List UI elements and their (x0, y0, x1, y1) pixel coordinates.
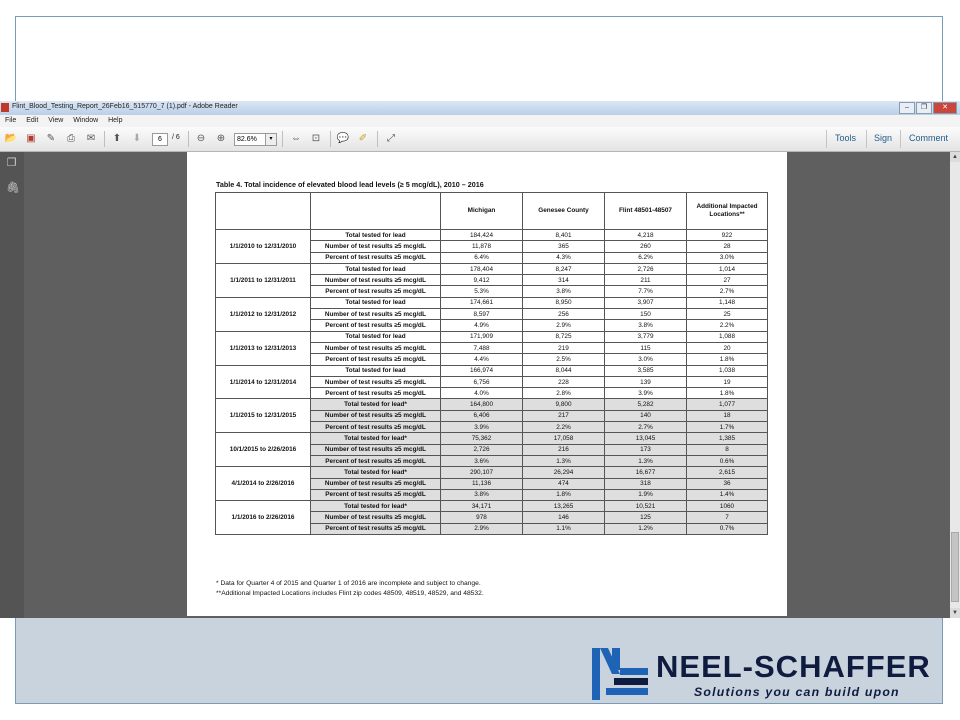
value-cell: 140 (605, 410, 687, 421)
value-cell: 4.9% (441, 320, 523, 331)
value-cell: 1.8% (687, 354, 768, 365)
next-page-icon[interactable]: ⬇ (132, 133, 142, 144)
column-header (311, 193, 441, 230)
value-cell: 3.0% (687, 252, 768, 263)
scroll-up-icon[interactable]: ▲ (950, 152, 960, 162)
value-cell: 25 (687, 309, 768, 320)
value-cell: 4,218 (605, 230, 687, 241)
value-cell: 1,088 (687, 331, 768, 342)
value-cell: 260 (605, 241, 687, 252)
fit-page-icon[interactable]: ⊡ (311, 133, 321, 144)
table-row (216, 501, 768, 512)
value-cell: 6,406 (441, 410, 523, 421)
value-cell: 166,974 (441, 365, 523, 376)
metric-cell: Total tested for lead* (311, 399, 441, 410)
table-row (216, 365, 768, 376)
value-cell: 228 (523, 376, 605, 387)
value-cell: 8,044 (523, 365, 605, 376)
period-cell: 1/1/2011 to 12/31/2011 (216, 263, 311, 297)
metric-cell: Percent of test results ≥5 mcg/dL (311, 523, 441, 534)
value-cell: 115 (605, 342, 687, 353)
value-cell: 365 (523, 241, 605, 252)
window-controls (899, 102, 957, 114)
value-cell: 474 (523, 478, 605, 489)
value-cell: 36 (687, 478, 768, 489)
comment-button[interactable]: Comment (909, 133, 949, 143)
menu-help[interactable]: Help (108, 117, 123, 124)
menu-file[interactable]: File (5, 117, 17, 124)
value-cell: 211 (605, 275, 687, 286)
metric-cell: Percent of test results ≥5 mcg/dL (311, 354, 441, 365)
metric-cell: Number of test results ≥5 mcg/dL (311, 512, 441, 523)
value-cell: 217 (523, 410, 605, 421)
column-header-flint: Flint 48501-48507 (605, 193, 687, 230)
value-cell: 2,726 (441, 444, 523, 455)
value-cell: 8,401 (523, 230, 605, 241)
navigation-panel (0, 152, 24, 618)
metric-cell: Total tested for lead* (311, 501, 441, 512)
title-bar (0, 101, 960, 115)
value-cell: 1.9% (605, 489, 687, 500)
value-cell: 1,077 (687, 399, 768, 410)
metric-cell: Percent of test results ≥5 mcg/dL (311, 422, 441, 433)
value-cell: 6.2% (605, 252, 687, 263)
logo-tagline: Solutions you can build upon (694, 685, 900, 699)
value-cell: 3,907 (605, 297, 687, 308)
period-cell: 4/1/2014 to 2/26/2016 (216, 467, 311, 501)
close-icon[interactable]: ✕ (933, 102, 957, 114)
value-cell: 9,800 (523, 399, 605, 410)
menu-edit[interactable]: Edit (26, 117, 39, 124)
value-cell: 3.0% (605, 354, 687, 365)
create-pdf-icon[interactable]: ▣ (26, 133, 36, 144)
value-cell: 1.8% (687, 388, 768, 399)
value-cell: 3,585 (605, 365, 687, 376)
window-title: Flint_Blood_Testing_Report_26Feb16_515770_7 (1).pdf - Adobe Reader (12, 103, 238, 110)
scroll-down-icon[interactable]: ▼ (950, 608, 960, 618)
value-cell: 7 (687, 512, 768, 523)
value-cell: 3.9% (441, 422, 523, 433)
value-cell: 75,362 (441, 433, 523, 444)
table-row (216, 263, 768, 274)
metric-cell: Total tested for lead (311, 263, 441, 274)
toolbar-separator (826, 130, 827, 148)
toolbar-separator (866, 130, 867, 148)
table-row (216, 467, 768, 478)
value-cell: 4.0% (441, 388, 523, 399)
value-cell: 150 (605, 309, 687, 320)
logo-mark-icon (590, 646, 652, 702)
value-cell: 173 (605, 444, 687, 455)
period-cell: 1/1/2010 to 12/31/2010 (216, 230, 311, 264)
value-cell: 922 (687, 230, 768, 241)
value-cell: 16,677 (605, 467, 687, 478)
value-cell: 256 (523, 309, 605, 320)
table-row (216, 230, 768, 241)
value-cell: 8 (687, 444, 768, 455)
vertical-scrollbar[interactable] (950, 152, 960, 618)
value-cell: 1.2% (605, 523, 687, 534)
metric-cell: Number of test results ≥5 mcg/dL (311, 342, 441, 353)
metric-cell: Number of test results ≥5 mcg/dL (311, 275, 441, 286)
value-cell: 1.8% (523, 489, 605, 500)
value-cell: 7,488 (441, 342, 523, 353)
expand-icon[interactable]: ⤢ (387, 133, 395, 144)
metric-cell: Percent of test results ≥5 mcg/dL (311, 320, 441, 331)
column-header-genesee: Genesee County (523, 193, 605, 230)
metric-cell: Total tested for lead (311, 230, 441, 241)
value-cell: 34,171 (441, 501, 523, 512)
value-cell: 3,779 (605, 331, 687, 342)
page-number-input[interactable]: 6 (152, 133, 168, 146)
value-cell: 13,045 (605, 433, 687, 444)
toolbar-separator (104, 131, 105, 147)
value-cell: 3.8% (605, 320, 687, 331)
value-cell: 11,878 (441, 241, 523, 252)
value-cell: 10,521 (605, 501, 687, 512)
attachments-icon[interactable]: 🖇 (6, 182, 20, 194)
value-cell: 2.9% (523, 320, 605, 331)
neel-schaffer-logo (590, 646, 930, 702)
period-cell: 1/1/2013 to 12/31/2013 (216, 331, 311, 365)
value-cell: 1,014 (687, 263, 768, 274)
open-icon[interactable]: 📂 (4, 133, 18, 144)
value-cell: 26,294 (523, 467, 605, 478)
value-cell: 0.6% (687, 455, 768, 466)
value-cell: 1,385 (687, 433, 768, 444)
table-caption: Table 4. Total incidence of elevated blood lead levels (≥ 5 mcg/dL), 2010 – 2016 (216, 180, 484, 189)
metric-cell: Total tested for lead* (311, 433, 441, 444)
value-cell: 314 (523, 275, 605, 286)
scroll-thumb[interactable] (951, 532, 959, 602)
menu-view[interactable]: View (48, 117, 64, 124)
toolbar-separator (282, 131, 283, 147)
fit-width-icon[interactable]: ⇔ (291, 133, 301, 144)
value-cell: 8,247 (523, 263, 605, 274)
value-cell: 28 (687, 241, 768, 252)
table-row (216, 297, 768, 308)
value-cell: 2,615 (687, 467, 768, 478)
value-cell: 2.2% (523, 422, 605, 433)
value-cell: 0.7% (687, 523, 768, 534)
metric-cell: Percent of test results ≥5 mcg/dL (311, 388, 441, 399)
email-icon[interactable]: ✉ (86, 133, 96, 144)
metric-cell: Percent of test results ≥5 mcg/dL (311, 455, 441, 466)
value-cell: 6,756 (441, 376, 523, 387)
column-header-additional: Additional Impacted Locations** (687, 193, 768, 230)
table-body (216, 230, 768, 535)
value-cell: 1.3% (605, 455, 687, 466)
period-cell: 10/1/2015 to 2/26/2016 (216, 433, 311, 467)
value-cell: 2.2% (687, 320, 768, 331)
value-cell: 1,148 (687, 297, 768, 308)
menu-bar (0, 115, 960, 127)
edit-icon[interactable]: ✎ (46, 133, 56, 144)
print-icon[interactable]: ⎙ (67, 133, 75, 144)
value-cell: 290,107 (441, 467, 523, 478)
value-cell: 6.4% (441, 252, 523, 263)
value-cell: 3.6% (441, 455, 523, 466)
value-cell: 19 (687, 376, 768, 387)
value-cell: 11,136 (441, 478, 523, 489)
value-cell: 2.7% (605, 422, 687, 433)
metric-cell: Total tested for lead (311, 365, 441, 376)
value-cell: 219 (523, 342, 605, 353)
value-cell: 27 (687, 275, 768, 286)
pdf-page (187, 152, 787, 616)
value-cell: 1060 (687, 501, 768, 512)
highlight-icon[interactable]: ✐ (358, 133, 368, 144)
value-cell: 2,726 (605, 263, 687, 274)
value-cell: 3.8% (523, 286, 605, 297)
value-cell: 9,412 (441, 275, 523, 286)
footnote-1: * Data for Quarter 4 of 2015 and Quarter 1 of 2016 are incomplete and subject to change. (216, 580, 481, 587)
value-cell: 3.9% (605, 388, 687, 399)
value-cell: 20 (687, 342, 768, 353)
footnote-2: **Additional Impacted Locations includes Flint zip codes 48509, 48519, 48529, and 48532. (216, 590, 484, 597)
value-cell: 216 (523, 444, 605, 455)
column-header (216, 193, 311, 230)
value-cell: 1.1% (523, 523, 605, 534)
value-cell: 164,800 (441, 399, 523, 410)
value-cell: 5.3% (441, 286, 523, 297)
metric-cell: Number of test results ≥5 mcg/dL (311, 478, 441, 489)
value-cell: 174,661 (441, 297, 523, 308)
value-cell: 178,404 (441, 263, 523, 274)
metric-cell: Percent of test results ≥5 mcg/dL (311, 489, 441, 500)
value-cell: 171,909 (441, 331, 523, 342)
value-cell: 8,725 (523, 331, 605, 342)
value-cell: 2.5% (523, 354, 605, 365)
value-cell: 125 (605, 512, 687, 523)
value-cell: 18 (687, 410, 768, 421)
zoom-dropdown-icon[interactable]: ▾ (265, 133, 277, 146)
value-cell: 4.4% (441, 354, 523, 365)
metric-cell: Percent of test results ≥5 mcg/dL (311, 252, 441, 263)
value-cell: 2.8% (523, 388, 605, 399)
restore-icon[interactable]: ❐ (916, 102, 932, 114)
zoom-in-icon[interactable]: ⊕ (216, 133, 226, 144)
page-total: / 6 (172, 134, 180, 141)
logo-name: NEEL-SCHAFFER (656, 649, 931, 684)
value-cell: 13,265 (523, 501, 605, 512)
value-cell: 184,424 (441, 230, 523, 241)
value-cell: 318 (605, 478, 687, 489)
value-cell: 4.3% (523, 252, 605, 263)
period-cell: 1/1/2012 to 12/31/2012 (216, 297, 311, 331)
value-cell: 7.7% (605, 286, 687, 297)
page-thumbnails-icon[interactable]: ❐ (6, 157, 17, 169)
value-cell: 1.7% (687, 422, 768, 433)
value-cell: 139 (605, 376, 687, 387)
period-cell: 1/1/2016 to 2/26/2016 (216, 501, 311, 535)
toolbar-separator (188, 131, 189, 147)
toolbar-separator (900, 130, 901, 148)
metric-cell: Total tested for lead (311, 297, 441, 308)
previous-page-icon[interactable]: ⬆ (112, 133, 122, 144)
comment-icon[interactable]: 💬 (336, 133, 350, 144)
table-row (216, 331, 768, 342)
value-cell: 1.4% (687, 489, 768, 500)
table-row (216, 399, 768, 410)
pdf-icon (1, 103, 9, 112)
metric-cell: Number of test results ≥5 mcg/dL (311, 410, 441, 421)
value-cell: 8,950 (523, 297, 605, 308)
value-cell: 8,597 (441, 309, 523, 320)
period-cell: 1/1/2014 to 12/31/2014 (216, 365, 311, 399)
value-cell: 978 (441, 512, 523, 523)
metric-cell: Percent of test results ≥5 mcg/dL (311, 286, 441, 297)
metric-cell: Number of test results ≥5 mcg/dL (311, 444, 441, 455)
toolbar (0, 127, 960, 152)
metric-cell: Number of test results ≥5 mcg/dL (311, 241, 441, 252)
value-cell: 1,038 (687, 365, 768, 376)
minimize-icon[interactable]: – (899, 102, 915, 114)
value-cell: 146 (523, 512, 605, 523)
metric-cell: Number of test results ≥5 mcg/dL (311, 376, 441, 387)
metric-cell: Number of test results ≥5 mcg/dL (311, 309, 441, 320)
value-cell: 3.8% (441, 489, 523, 500)
table-header-row (216, 193, 768, 230)
sign-button[interactable]: Sign (874, 133, 893, 143)
toolbar-separator (377, 131, 378, 147)
tools-button[interactable]: Tools (835, 133, 857, 143)
column-header-michigan: Michigan (441, 193, 523, 230)
menu-window[interactable]: Window (73, 117, 99, 124)
value-cell: 1.3% (523, 455, 605, 466)
value-cell: 2.7% (687, 286, 768, 297)
metric-cell: Total tested for lead* (311, 467, 441, 478)
toolbar-separator (330, 131, 331, 147)
period-cell: 1/1/2015 to 12/31/2015 (216, 399, 311, 433)
lead-levels-table (215, 192, 768, 535)
table-row (216, 433, 768, 444)
value-cell: 5,282 (605, 399, 687, 410)
metric-cell: Total tested for lead (311, 331, 441, 342)
zoom-level-field[interactable]: 82.6% (234, 133, 266, 146)
zoom-out-icon[interactable]: ⊖ (196, 133, 206, 144)
value-cell: 17,058 (523, 433, 605, 444)
value-cell: 2.9% (441, 523, 523, 534)
